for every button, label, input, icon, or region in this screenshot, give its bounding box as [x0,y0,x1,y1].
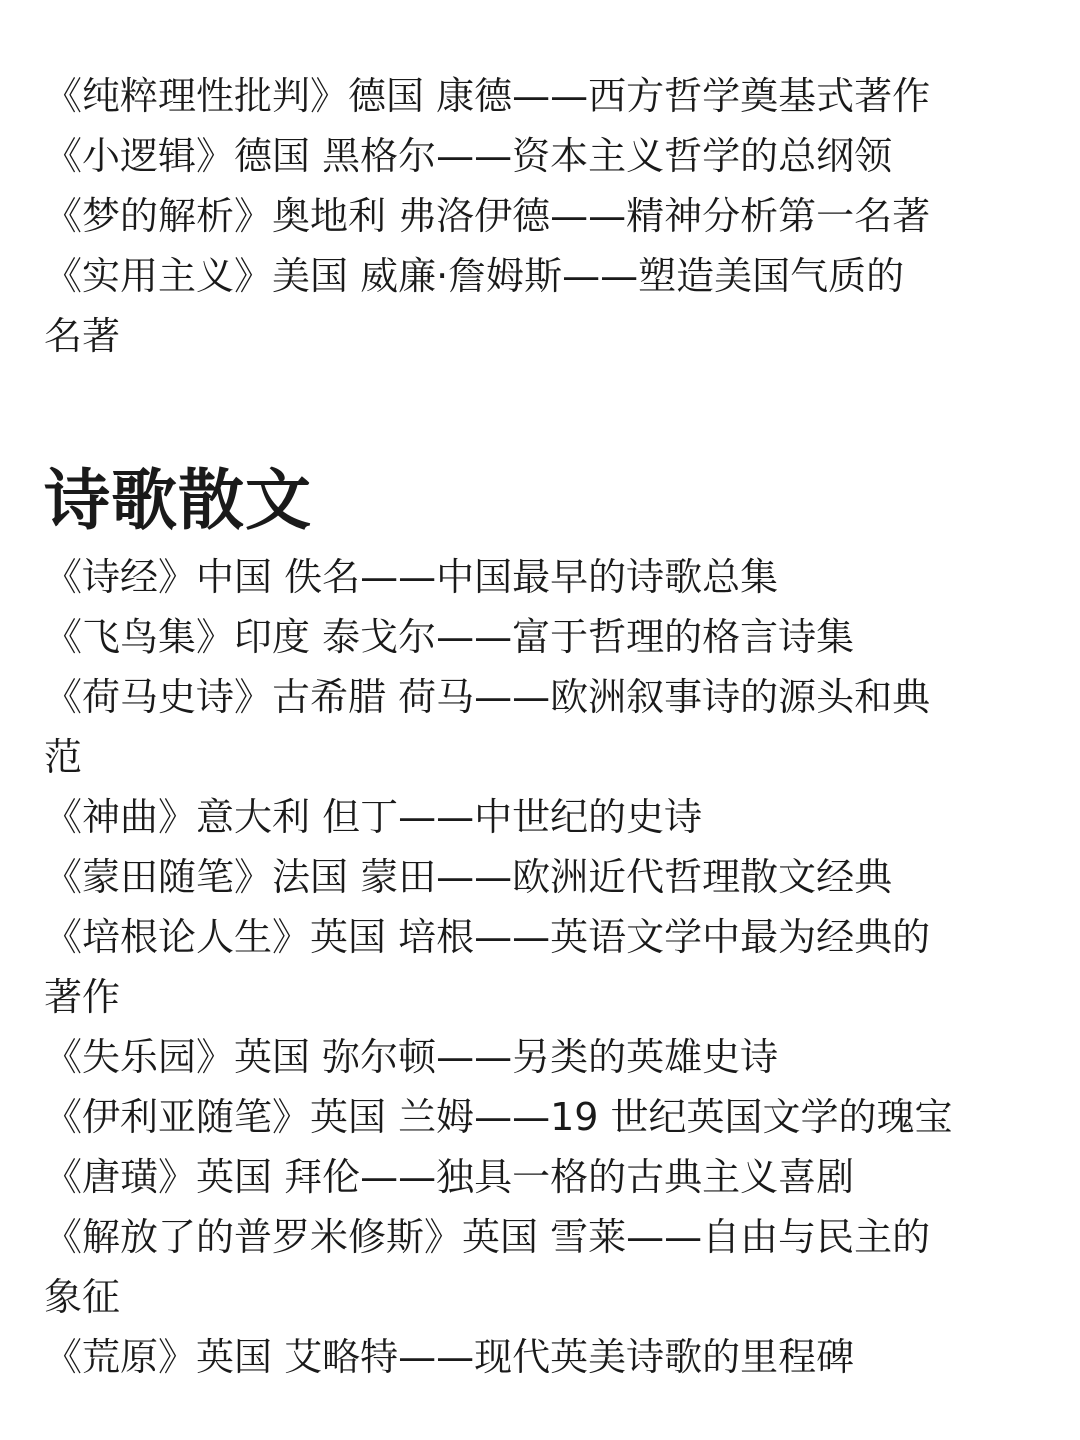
list-item: 《荒原》英国 艾略特——现代英美诗歌的里程碑 [44,1335,855,1379]
poetry-list [44,547,1034,1387]
document-page [44,66,1034,1387]
list-item: 《荷马史诗》古希腊 荷马——欧洲叙事诗的源头和典 [44,675,931,719]
philosophy-list [44,66,1034,366]
list-item: 《实用主义》美国 威廉·詹姆斯——塑造美国气质的 [44,254,905,298]
list-item: 《蒙田随笔》法国 蒙田——欧洲近代哲理散文经典 [44,855,893,899]
list-item-continuation: 范 [44,735,83,779]
list-item: 《梦的解析》奥地利 弗洛伊德——精神分析第一名著 [44,194,931,238]
list-item: 《培根论人生》英国 培根——英语文学中最为经典的 [44,915,931,959]
list-item: 《飞鸟集》印度 泰戈尔——富于哲理的格言诗集 [44,615,855,659]
list-item-continuation: 著作 [44,975,121,1019]
list-item-continuation: 名著 [44,314,121,358]
list-item: 《小逻辑》德国 黑格尔——资本主义哲学的总纲领 [44,134,893,178]
list-item: 《失乐园》英国 弥尔顿——另类的英雄史诗 [44,1035,779,1079]
list-item: 《解放了的普罗米修斯》英国 雪莱——自由与民主的 [44,1215,931,1259]
list-item: 《神曲》意大利 但丁——中世纪的史诗 [44,795,703,839]
list-item: 《诗经》中国 佚名——中国最早的诗歌总集 [44,555,779,599]
list-item: 《伊利亚随笔》英国 兰姆——19 世纪英国文学的瑰宝 [44,1095,953,1139]
list-item-continuation: 象征 [44,1275,121,1319]
list-item: 《唐璜》英国 拜伦——独具一格的古典主义喜剧 [44,1155,855,1199]
list-item: 《纯粹理性批判》德国 康德——西方哲学奠基式著作 [44,74,931,118]
section-heading: 诗歌散文 [44,462,312,539]
